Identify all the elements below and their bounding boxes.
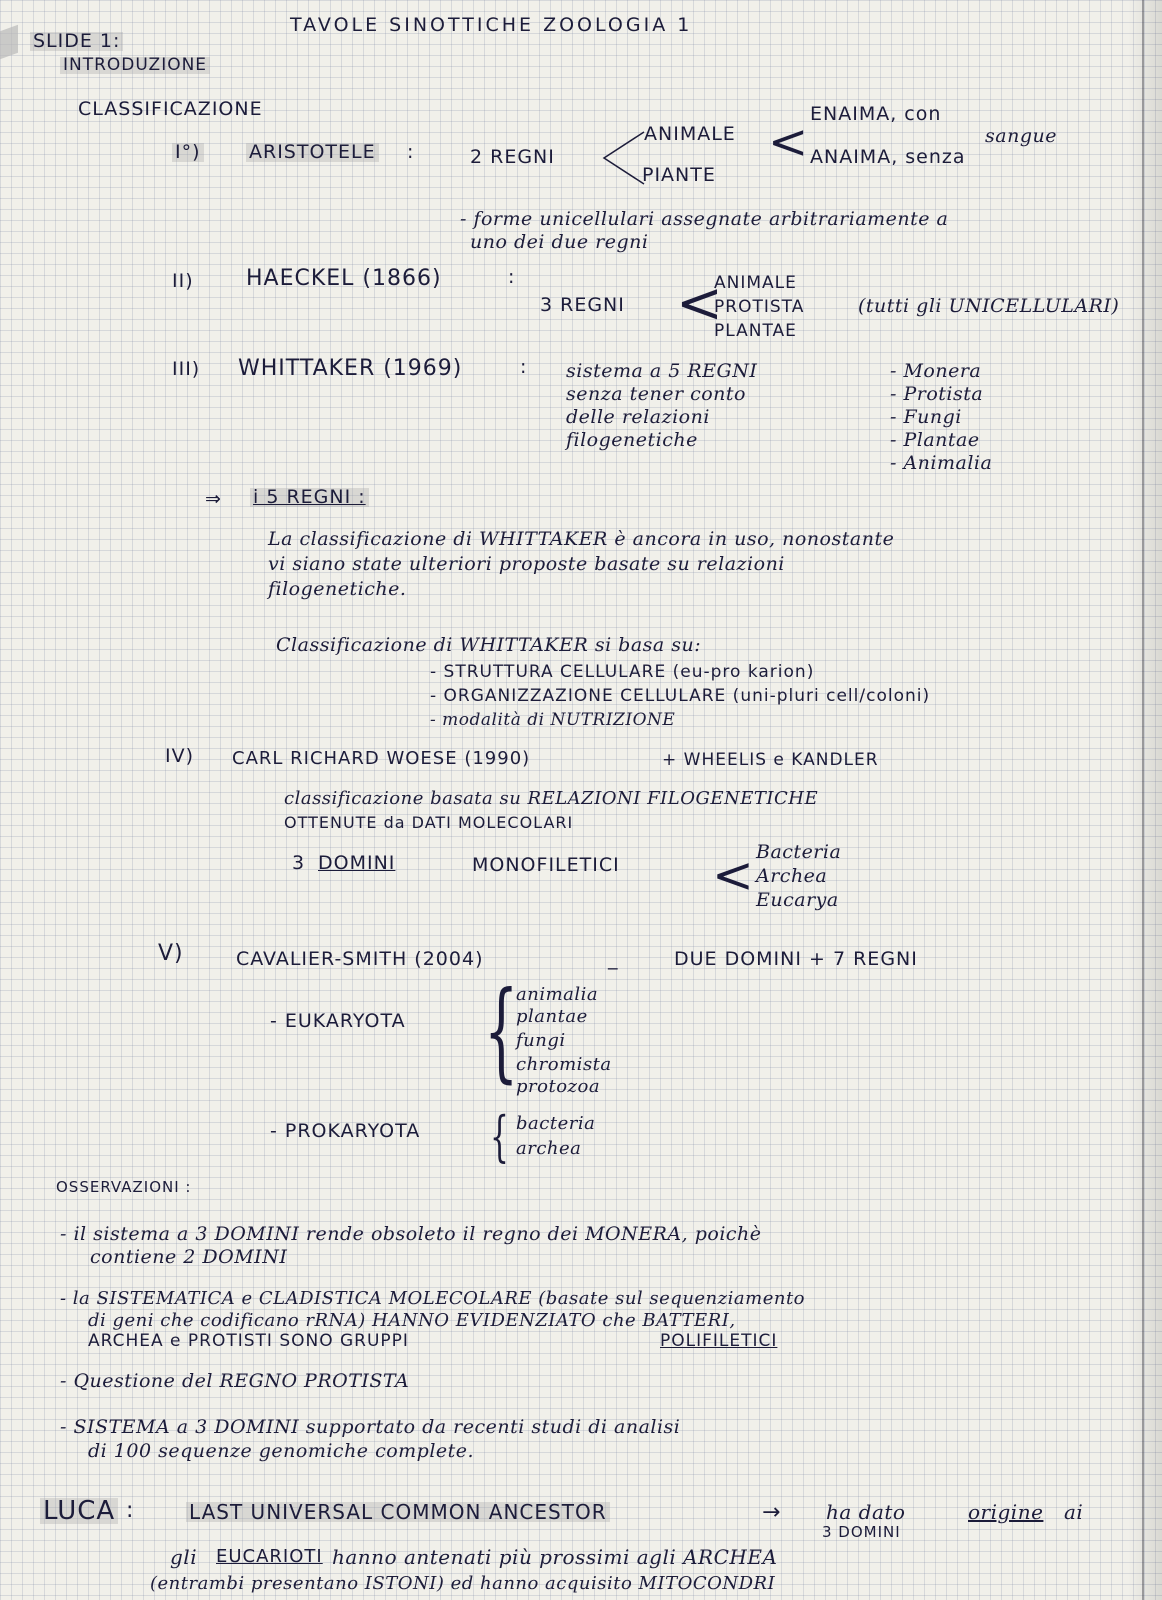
page-edge-shadow <box>1128 0 1162 1600</box>
whittaker-desc: filogenetiche <box>566 429 698 451</box>
woese-domain-item: Eucarya <box>756 889 839 911</box>
luca-line3: (entrambi presentano ISTONI) ed hanno acquisito MITOCONDRI <box>150 1573 776 1594</box>
eukaryota-item: plantae <box>516 1006 588 1027</box>
woese-number: IV) <box>165 745 195 767</box>
woese-line2: OTTENUTE da DATI MOLECOLARI <box>284 813 574 832</box>
eukaryota-item: fungi <box>516 1030 566 1051</box>
whittaker-kingdom: - Animalia <box>890 452 993 474</box>
whittaker-desc: senza tener conto <box>566 383 746 405</box>
observation-line: - SISTEMA a 3 DOMINI supportato da recenti studi di analisi <box>60 1416 681 1438</box>
aristotele-anaima: ANAIMA, senza <box>810 146 966 168</box>
woese-domain-item: Archea <box>756 865 828 887</box>
observation-line: - Questione del REGNO PROTISTA <box>60 1370 410 1392</box>
aristotele-branch-icon <box>600 128 646 190</box>
aristotele-name: ARISTOTELE <box>246 143 379 162</box>
aristotele-note-line1: - forme unicellulari assegnate arbitrariamente a <box>460 208 949 230</box>
woese-monophyletic: MONOFILETICI <box>472 854 620 876</box>
eukaryota-item: animalia <box>516 984 599 1005</box>
whittaker-kingdom: - Monera <box>890 360 982 382</box>
luca-line2-post: hanno antenati più prossimi agli ARCHEA <box>332 1545 778 1569</box>
section-title: INTRODUZIONE <box>60 57 210 74</box>
aristotele-colon: : <box>407 141 415 163</box>
eukaryota-item: chromista <box>516 1054 612 1075</box>
woese-coauthors: + WHEELIS e KANDLER <box>662 750 879 770</box>
five-kingdoms-para: vi siano state ulteriori proposte basate su relazioni <box>268 553 785 575</box>
luca-line2-pre: gli <box>170 1545 198 1569</box>
woese-domain-item: Bacteria <box>756 841 842 863</box>
luca-origin: origine <box>968 1500 1044 1524</box>
animale-branch-icon: < <box>768 114 809 170</box>
whittaker-colon: : <box>520 356 528 378</box>
haeckel-item: ANIMALE <box>714 273 797 293</box>
woese-domains-count: 3 <box>292 852 306 874</box>
haeckel-colon: : <box>508 266 516 288</box>
whittaker-criterion: - modalità di NUTRIZIONE <box>430 710 676 730</box>
whittaker-criterion: - ORGANIZZAZIONE CELLULARE (uni-pluri cell/coloni) <box>430 686 931 706</box>
prokaryota-brace-icon: { <box>490 1105 509 1168</box>
observation-line: di 100 sequenze genomiche complete. <box>88 1440 475 1462</box>
luca-expansion: LAST UNIVERSAL COMMON ANCESTOR <box>186 1502 610 1522</box>
haeckel-number: II) <box>172 270 194 292</box>
haeckel-name: HAECKEL (1866) <box>246 266 442 291</box>
observation-line: contiene 2 DOMINI <box>90 1246 288 1268</box>
cavalier-summary: DUE DOMINI + 7 REGNI <box>674 948 918 970</box>
classification-heading: CLASSIFICAZIONE <box>78 98 263 120</box>
page-corner-mark <box>0 25 18 60</box>
luca-label: LUCA <box>40 1498 118 1524</box>
cavalier-prokaryota: - PROKARYOTA <box>270 1120 421 1142</box>
cavalier-dash: _ <box>608 948 619 970</box>
polyphyletic-label: POLIFILETICI <box>660 1331 778 1351</box>
whittaker-desc: sistema a 5 REGNI <box>566 360 758 382</box>
aristotele-kingdoms: 2 REGNI <box>470 146 555 168</box>
prokaryota-item: archea <box>516 1138 582 1159</box>
aristotele-note-line2: uno dei due regni <box>470 231 649 253</box>
whittaker-name: WHITTAKER (1969) <box>238 356 463 381</box>
prokaryota-item: bacteria <box>516 1113 596 1134</box>
woese-branch-icon: < <box>712 846 754 904</box>
page-title: TAVOLE SINOTTICHE ZOOLOGIA 1 <box>290 14 693 36</box>
luca-colon: : <box>126 1498 135 1523</box>
whittaker-number: III) <box>172 358 201 380</box>
five-kingdoms-title: i 5 REGNI : <box>250 488 369 507</box>
aristotele-sangue: sangue <box>985 125 1057 147</box>
aristotele-animale: ANIMALE <box>644 123 736 145</box>
five-kingdoms-para: filogenetiche. <box>268 578 407 600</box>
cavalier-eukaryota: - EUKARYOTA <box>270 1010 406 1032</box>
slide-label: SLIDE 1: <box>30 32 123 51</box>
whittaker-kingdom: - Plantae <box>890 429 980 451</box>
observations-heading: OSSERVAZIONI : <box>56 1178 192 1196</box>
luca-arrow-icon: → <box>762 1500 782 1525</box>
luca-result-pre: ha dato <box>826 1500 906 1524</box>
five-kingdoms-para: La classificazione di WHITTAKER è ancora in uso, nonostante <box>268 528 895 550</box>
eukaryota-brace-icon: { <box>484 969 519 1094</box>
haeckel-item: PLANTAE <box>714 321 797 341</box>
luca-three-domains: 3 DOMINI <box>822 1523 901 1541</box>
cavalier-name: CAVALIER-SMITH (2004) <box>236 948 484 970</box>
woese-domains: DOMINI <box>318 852 396 874</box>
haeckel-kingdoms: 3 REGNI <box>540 294 625 316</box>
woese-line1: classificazione basata su RELAZIONI FILOGENETICHE <box>284 788 819 809</box>
aristotele-piante: PIANTE <box>642 164 716 186</box>
observation-line: di geni che codificano rRNA) HANNO EVIDENZIATO che BATTERI, <box>88 1310 736 1331</box>
haeckel-brace-icon: < <box>676 271 723 336</box>
whittaker-desc: delle relazioni <box>566 406 710 428</box>
observation-line: - la SISTEMATICA e CLADISTICA MOLECOLARE (basate sul sequenziamento <box>60 1288 806 1309</box>
haeckel-item: PROTISTA <box>714 297 805 317</box>
aristotele-number: I°) <box>172 143 204 162</box>
page-edge-line <box>1142 0 1144 1600</box>
eukaryota-item: protozoa <box>516 1076 601 1097</box>
observation-line: ARCHEA e PROTISTI SONO GRUPPI <box>88 1331 409 1351</box>
whittaker-kingdom: - Protista <box>890 383 984 405</box>
luca-eukaryotes: EUCARIOTI <box>216 1546 323 1567</box>
luca-result-post: ai <box>1064 1500 1084 1524</box>
aristotele-enaima: ENAIMA, con <box>810 103 942 125</box>
whittaker-criterion: - STRUTTURA CELLULARE (eu-pro karion) <box>430 662 815 682</box>
five-kingdoms-arrow-icon: ⇒ <box>205 488 222 510</box>
whittaker-based-on: Classificazione di WHITTAKER si basa su: <box>276 634 702 656</box>
whittaker-kingdom: - Fungi <box>890 406 962 428</box>
observation-line: - il sistema a 3 DOMINI rende obsoleto il regno dei MONERA, poichè <box>60 1223 762 1245</box>
cavalier-number: V) <box>158 941 184 966</box>
haeckel-protista-note: (tutti gli UNICELLULARI) <box>858 295 1120 317</box>
woese-name: CARL RICHARD WOESE (1990) <box>232 748 531 769</box>
